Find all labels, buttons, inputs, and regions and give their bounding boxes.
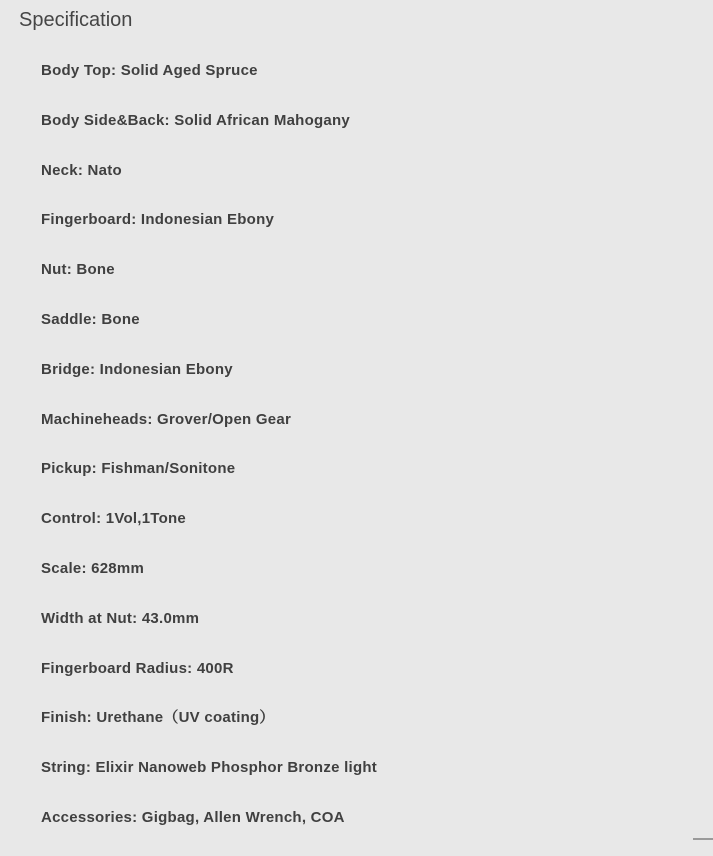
- spec-fingerboard-radius: Fingerboard Radius: 400R: [41, 659, 234, 677]
- spec-machineheads: Machineheads: Grover/Open Gear: [41, 410, 292, 428]
- spec-neck: Neck: Nato: [41, 161, 122, 179]
- spec-nut: Nut: Bone: [41, 261, 115, 279]
- spec-bridge: Bridge: Indonesian Ebony: [41, 360, 233, 378]
- spec-fingerboard: Fingerboard: Indonesian Ebony: [41, 211, 275, 229]
- section-title: Specification: [19, 9, 133, 31]
- spec-pickup: Pickup: Fishman/Sonitone: [41, 460, 236, 478]
- spec-scale: Scale: 628mm: [41, 559, 145, 577]
- spec-list: [41, 59, 377, 856]
- spec-saddle: Saddle: Bone: [41, 310, 140, 328]
- spec-accessories: Accessories: Gigbag, Allen Wrench, COA: [41, 808, 345, 826]
- spec-finish: Finish: Urethane（UV coating）: [41, 709, 275, 727]
- spec-width-at-nut: Width at Nut: 43.0mm: [41, 609, 200, 627]
- spec-body-side-back: Body Side&Back: Solid African Mahogany: [41, 111, 350, 129]
- spec-control: Control: 1Vol,1Tone: [41, 510, 187, 528]
- spec-body-top: Body Top: Solid Aged Spruce: [41, 62, 258, 79]
- spec-string: String: Elixir Nanoweb Phosphor Bronze light: [41, 759, 378, 777]
